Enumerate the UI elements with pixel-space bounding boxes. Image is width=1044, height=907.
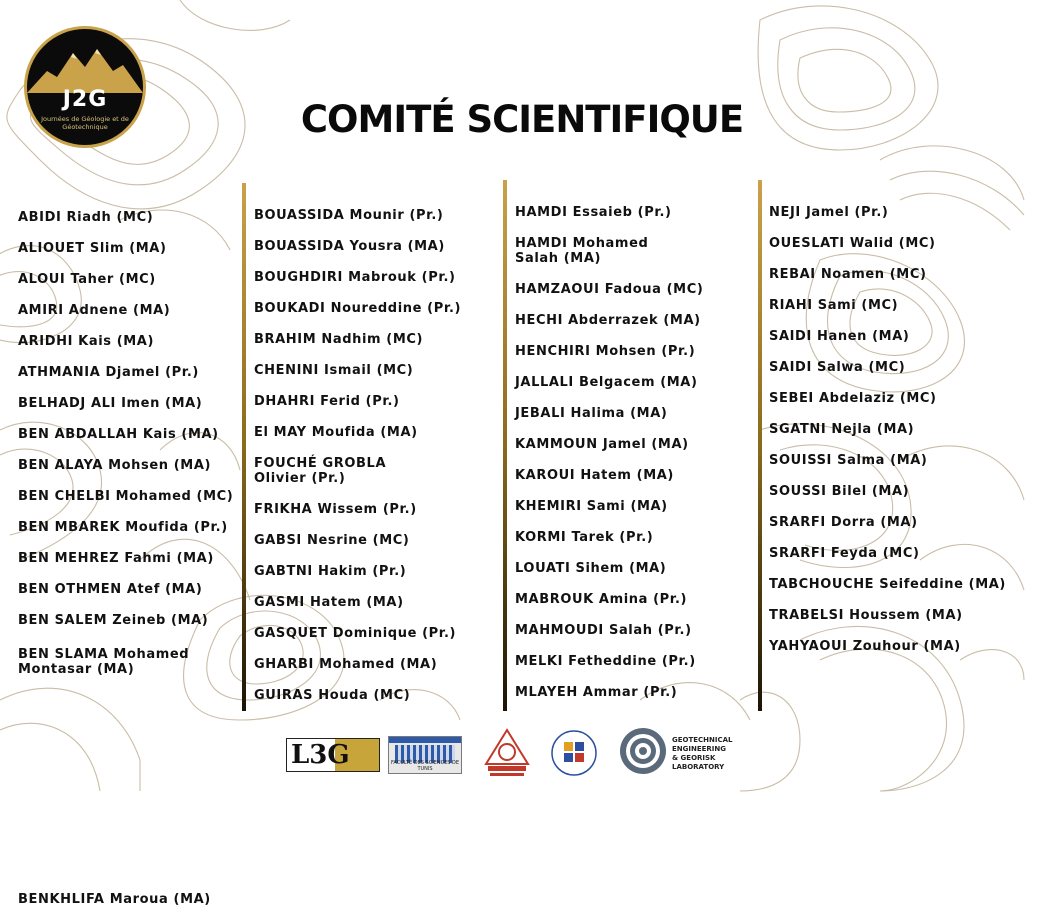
committee-member: MLAYEH Ammar (Pr.)	[515, 685, 678, 700]
committee-member: HAMDI Mohamed Salah (MA)	[515, 236, 649, 266]
committee-member: SRARFI Feyda (MC)	[769, 546, 920, 561]
logo-tagline: Journées de Géologie et de Géotechnique	[41, 115, 129, 131]
committee-member: ALOUI Taher (MC)	[18, 272, 156, 287]
committee-member: JEBALI Halima (MA)	[515, 406, 668, 421]
committee-member: TABCHOUCHE Seifeddine (MA)	[769, 577, 1006, 592]
committee-member: SOUSSI Bilel (MA)	[769, 484, 910, 499]
committee-member: GUIRAS Houda (MC)	[254, 688, 411, 703]
committee-member: BOUASSIDA Yousra (MA)	[254, 239, 445, 254]
committee-member: GABTNI Hakim (Pr.)	[254, 564, 407, 579]
committee-member: BEN SLAMA Mohamed Montasar (MA)	[18, 647, 190, 677]
committee-member: El MAY Moufida (MA)	[254, 425, 418, 440]
committee-member: FRIKHA Wissem (Pr.)	[254, 502, 417, 517]
committee-member: HECHI Abderrazek (MA)	[515, 313, 701, 328]
committee-member: SOUISSI Salma (MA)	[769, 453, 928, 468]
logo-brand: J2G	[62, 87, 108, 112]
column-divider-2	[503, 180, 507, 711]
partner-logos	[280, 722, 740, 782]
committee-member: BEN MBAREK Moufida (Pr.)	[18, 520, 228, 535]
committee-member: NEJI Jamel (Pr.)	[769, 205, 889, 220]
utm-logo	[478, 724, 536, 780]
committee-member: KAMMOUN Jamel (MA)	[515, 437, 689, 452]
committee-column-3	[515, 205, 755, 705]
committee-member: HAMZAOUI Fadoua (MC)	[515, 282, 704, 297]
committee-member: BEN OTHMEN Atef (MA)	[18, 582, 203, 597]
column-divider-3	[758, 180, 762, 711]
committee-member: ARIDHI Kais (MA)	[18, 334, 154, 349]
committee-member: GASQUET Dominique (Pr.)	[254, 626, 457, 641]
mountain-icon	[27, 43, 143, 93]
institute-logo	[548, 726, 600, 780]
committee-member: BEN ABDALLAH Kais (MA)	[18, 427, 219, 442]
committee-member: SEBEI Abdelaziz (MC)	[769, 391, 937, 406]
committee-member: GHARBI Mohamed (MA)	[254, 657, 438, 672]
committee-member: KORMI Tarek (Pr.)	[515, 530, 654, 545]
committee-column-1	[18, 210, 242, 907]
committee-member: CHENINI Ismail (MC)	[254, 363, 414, 378]
committee-member: BOUGHDIRI Mabrouk (Pr.)	[254, 270, 456, 285]
committee-member: BELHADJ ALI Imen (MA)	[18, 396, 203, 411]
page-title: COMITÉ SCIENTIFIQUE	[300, 98, 744, 141]
committee-column-4	[769, 205, 1024, 705]
committee-member: BOUKADI Noureddine (Pr.)	[254, 301, 462, 316]
committee-member: BEN ALAYA Mohsen (MA)	[18, 458, 212, 473]
committee-member: AMIRI Adnene (MA)	[18, 303, 171, 318]
committee-member: BEN MEHREZ Fahmi (MA)	[18, 551, 214, 566]
committee-member: JALLALI Belgacem (MA)	[515, 375, 698, 390]
committee-member: BENKHLIFA Maroua (MA)	[18, 892, 211, 907]
committee-member: SAIDI Salwa (MC)	[769, 360, 906, 375]
committee-member: DHAHRI Ferid (Pr.)	[254, 394, 400, 409]
committee-member: KAROUI Hatem (MA)	[515, 468, 674, 483]
committee-member: TRABELSI Houssem (MA)	[769, 608, 963, 623]
l3g-logo: L3G	[286, 738, 380, 772]
committee-member: SAIDI Hanen (MA)	[769, 329, 910, 344]
committee-column-2	[254, 208, 502, 708]
committee-member: MAHMOUDI Salah (Pr.)	[515, 623, 692, 638]
committee-member: ALIOUET Slim (MA)	[18, 241, 167, 256]
committee-member: MABROUK Amina (Pr.)	[515, 592, 688, 607]
committee-member: ABIDI Riadh (MC)	[18, 210, 154, 225]
committee-member: BEN CHELBI Mohamed (MC)	[18, 489, 234, 504]
committee-member: BOUASSIDA Mounir (Pr.)	[254, 208, 444, 223]
committee-member: KHEMIRI Sami (MA)	[515, 499, 668, 514]
committee-member: OUESLATI Walid (MC)	[769, 236, 936, 251]
committee-member: SGATNI Nejla (MA)	[769, 422, 915, 437]
committee-member: GABSI Nesrine (MC)	[254, 533, 410, 548]
committee-member: BEN SALEM Zeineb (MA)	[18, 613, 209, 628]
geotechnical-lab-logo: GEOTECHNICAL ENGINEERING & GEORISK LABORATORY	[618, 726, 738, 778]
committee-member: LOUATI Sihem (MA)	[515, 561, 667, 576]
committee-member: HENCHIRI Mohsen (Pr.)	[515, 344, 696, 359]
committee-member: ATHMANIA Djamel (Pr.)	[18, 365, 199, 380]
committee-member: MELKI Fetheddine (Pr.)	[515, 654, 696, 669]
committee-member: REBAI Noamen (MC)	[769, 267, 927, 282]
committee-member: SRARFI Dorra (MA)	[769, 515, 918, 530]
committee-member: YAHYAOUI Zouhour (MA)	[769, 639, 961, 654]
fst-logo: FACULTÉ DES SCIENCES DE TUNIS	[388, 736, 462, 774]
committee-member: FOUCHÉ GROBLA Olivier (Pr.)	[254, 456, 387, 486]
committee-member: RIAHI Sami (MC)	[769, 298, 899, 313]
committee-member: BRAHIM Nadhim (MC)	[254, 332, 424, 347]
column-divider-1	[242, 183, 246, 711]
geo-lab-emblem-icon	[618, 726, 668, 776]
committee-member: GASMI Hatem (MA)	[254, 595, 404, 610]
committee-member: HAMDI Essaieb (Pr.)	[515, 205, 672, 220]
